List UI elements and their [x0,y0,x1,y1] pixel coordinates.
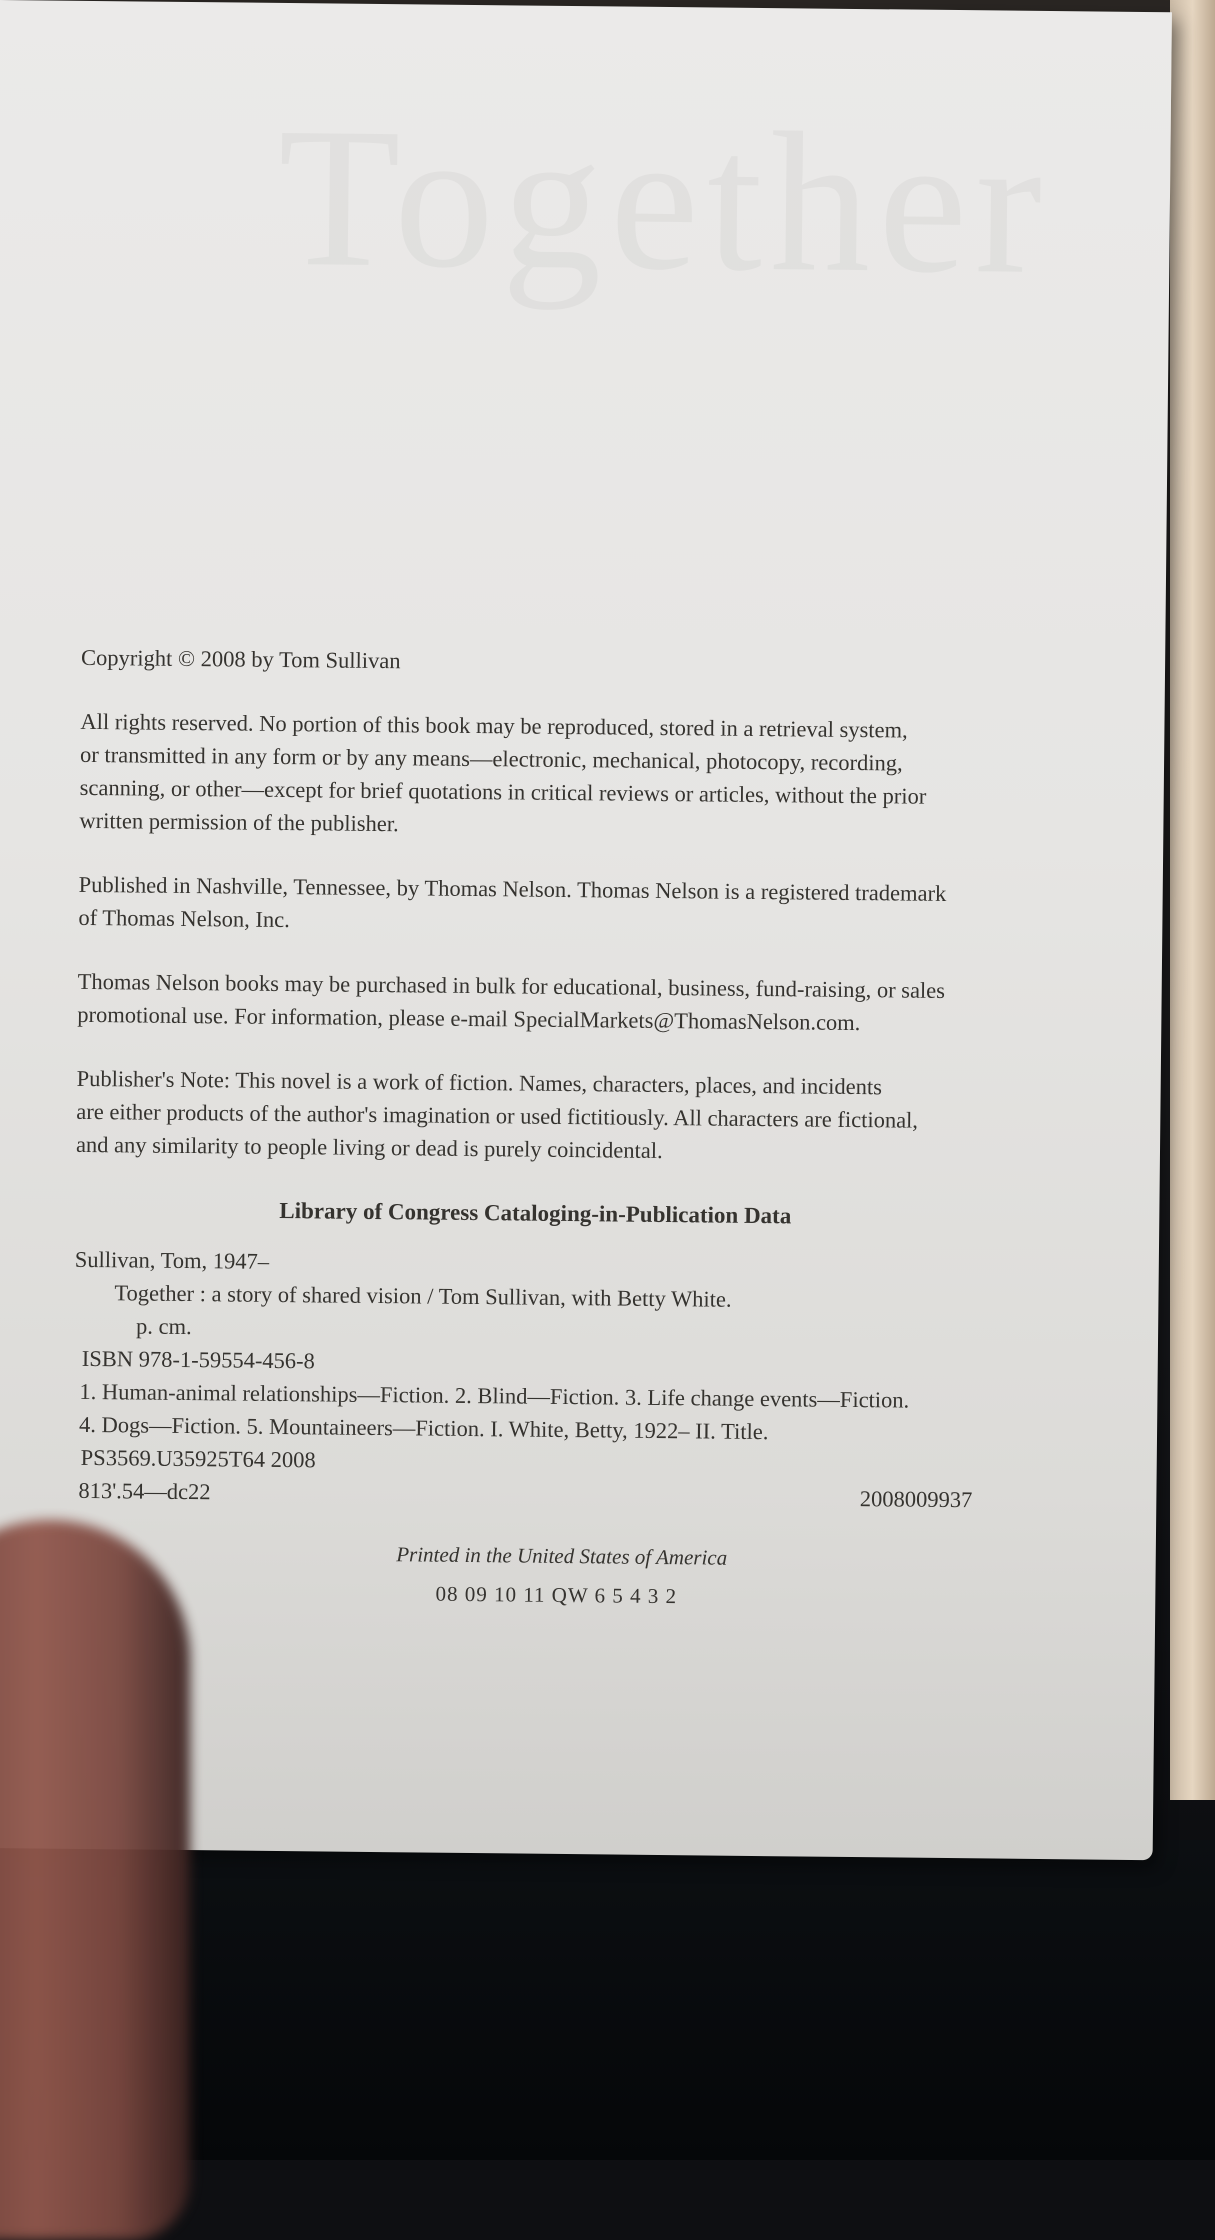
cip-lccn: 2008009937 [859,1486,973,1513]
rights-line: scanning, or other—except for brief quotations in critical reviews or articles, without the prior [79,774,927,809]
note-line: are either products of the author's imagination or used fictitiously. All characters are fictional, [76,1098,919,1133]
cip-pages: p. cm. [135,1313,192,1340]
rights-line: written permission of the publisher. [79,807,399,837]
note-line: Publisher's Note: This novel is a work of fiction. Names, characters, places, and incidents [76,1065,883,1100]
note-line: and any similarity to people living or dead is purely coincidental. [75,1131,663,1164]
cip-title: Together : a story of shared vision / Tom Sullivan, with Betty White. [114,1280,732,1312]
cip-isbn: ISBN 978-1-59554-456-8 [81,1345,316,1374]
printing-line: 08 09 10 11 QW 6 5 4 3 2 [435,1581,678,1609]
copyright-text: Copyright © 2008 by Tom Sullivan [80,644,401,674]
cip-block [72,1243,1085,1518]
cip-author: Sullivan, Tom, 1947– [74,1246,270,1274]
bleed-through-title: Together [276,86,1051,316]
bulk-line: Thomas Nelson books may be purchased in bulk for educational, business, fund-raising, or sales [77,968,946,1003]
bulk-paragraph [77,965,1088,1042]
rights-line: All rights reserved. No portion of this book may be reproduced, stored in a retrieval system, [80,708,908,743]
page-content [71,641,1091,1618]
published-paragraph [78,868,1089,945]
printed-in: Printed in the United States of America [396,1542,728,1570]
rights-paragraph [79,705,1090,848]
cip-heading: Library of Congress Cataloging-in-Publication Data [279,1197,792,1229]
publisher-note [76,1062,1087,1172]
cip-subjects-2: 4. Dogs—Fiction. 5. Mountaineers—Fiction. I. White, Betty, 1922– II. Title. [78,1411,769,1445]
published-line: of Thomas Nelson, Inc. [78,904,290,933]
copyright-line [81,641,1091,685]
published-line: Published in Nashville, Tennessee, by Thomas Nelson. Thomas Nelson is a registered trademark [78,871,947,906]
cip-subjects-1: 1. Human-animal relationships—Fiction. 2. Blind—Fiction. 3. Life change events—Fiction. [79,1378,910,1413]
thumb [0,1520,190,2240]
page-edges [1170,0,1215,1800]
cip-dewey: 813'.54—dc22 [78,1477,211,1505]
bulk-line: promotional use. For information, please e-mail SpecialMarkets@ThomasNelson.com. [77,1001,861,1036]
rights-line: or transmitted in any form or by any means—electronic, mechanical, photocopy, recording, [79,741,903,776]
cip-lc-class: PS3569.U35925T64 2008 [80,1444,316,1473]
